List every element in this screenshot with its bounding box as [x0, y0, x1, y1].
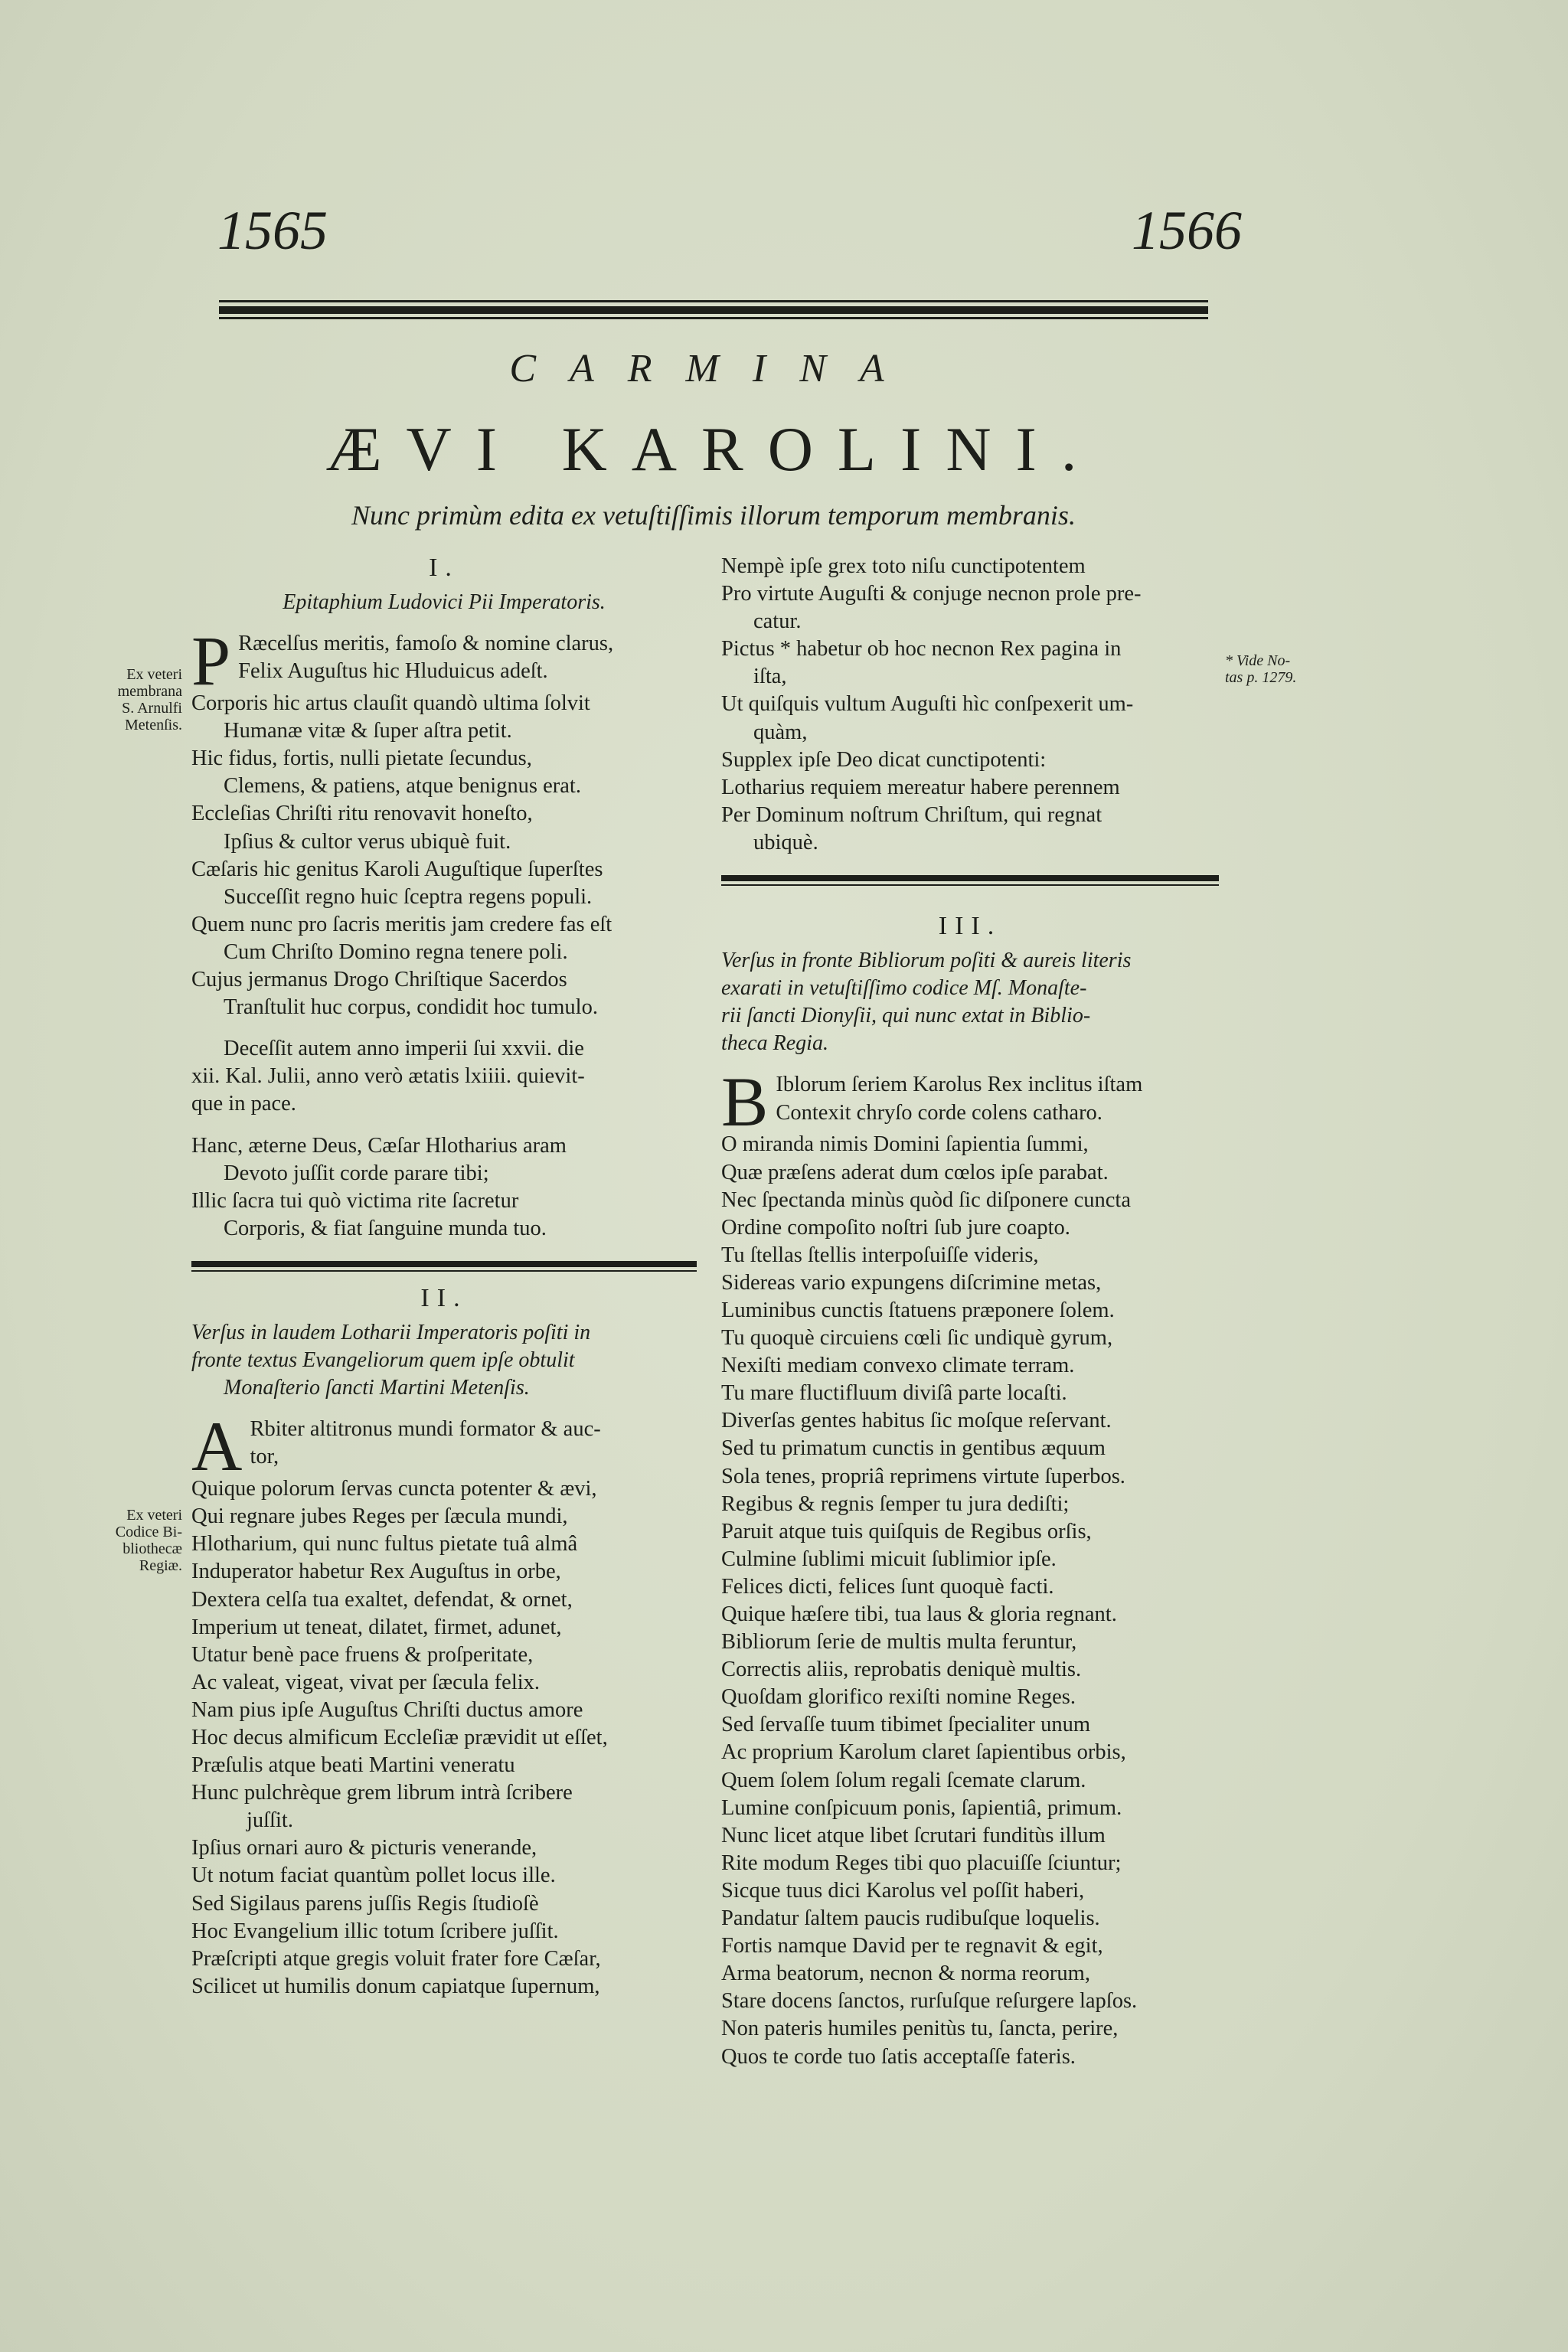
poem-line: Arma beatorum, necnon & norma reorum,: [721, 1962, 1090, 1986]
right-column: [721, 553, 1219, 2071]
header-rule-top: [219, 300, 1208, 302]
poem-line: Hanc, æterne Deus, Cæſar Hlotharius aram: [191, 1133, 567, 1158]
poem-line: Contexit chryſo corde colens catharo.: [776, 1100, 1102, 1125]
page-number-left: 1565: [217, 200, 328, 261]
poem-line: Non pateris humiles penitùs tu, ſancta, perire,: [721, 2017, 1119, 2041]
poem-line: Corporis hic artus clauſit quandò ultima ſolvit: [191, 691, 590, 716]
margin-note-line: membrana: [117, 683, 182, 700]
poem-line: Iblorum ſeriem Karolus Rex inclitus iſtam: [776, 1073, 1143, 1097]
heading-line: Monaſterio ſancti Martini Metenſis.: [224, 1376, 530, 1400]
poem-line: Quique polorum ſervas cuncta potenter & ævi,: [191, 1477, 597, 1501]
poem-line: Ipſius ornari auro & picturis venerande,: [191, 1836, 537, 1860]
margin-note-line: * Vide No-: [1225, 652, 1291, 669]
poem-line: Lotharius requiem mereatur habere perennem: [721, 775, 1120, 799]
poem-line: tor,: [250, 1445, 279, 1469]
poem-line: Sidereas vario expungens diſcrimine metas,: [721, 1270, 1102, 1295]
poem-line: Hlotharium, qui nunc fultus pietate tuâ almâ: [191, 1532, 578, 1557]
drop-cap-p: P: [191, 622, 231, 701]
poem-line: Rbiter altitronus mundi formator & auc-: [250, 1417, 601, 1442]
header-rule-bottom: [219, 317, 1208, 319]
poem-line: Scilicet ut humilis donum capiatque ſupernum,: [191, 1974, 600, 1998]
section-divider: [721, 875, 1219, 887]
margin-note-3: [1225, 652, 1332, 686]
poem-line: Induperator habetur Rex Auguſtus in orbe,: [191, 1560, 561, 1584]
poem-line: Humanæ vitæ & ſuper aſtra petit.: [224, 719, 512, 743]
poem-line: Tu ſtellas ſtellis interpoſuiſſe videris,: [721, 1243, 1039, 1267]
poem-line: Quique hæſere tibi, tua laus & gloria regnant.: [721, 1602, 1117, 1626]
poem-line: Stare docens ſanctos, rurſuſque reſurgere lapſos.: [721, 1989, 1138, 2014]
poem-line: Pandatur ſaltem paucis rudibuſque loquelis.: [721, 1906, 1100, 1931]
section-1-closing: [191, 1132, 697, 1243]
poem-line: Ipſius & cultor verus ubiquè fuit.: [224, 829, 511, 854]
poem-line: Cum Chriſto Domino regna tenere poli.: [224, 939, 568, 964]
poem-line: Quem ſolem ſolum regali ſcemate clarum.: [721, 1768, 1086, 1792]
poem-line: Nempè ipſe grex toto niſu cunctipotentem: [721, 554, 1086, 578]
poem-line: Hoc Evangelium illic totum ſcribere juſſit.: [191, 1919, 559, 1943]
margin-note-line: bliothecæ: [122, 1540, 182, 1557]
heading-line: Verſus in laudem Lotharii Imperatoris poſiti in: [191, 1320, 591, 1344]
poem-line: Illic ſacra tui quò victima rite ſacretur: [191, 1188, 519, 1213]
poem-line: Felix Auguſtus hic Hluduicus adeſt.: [238, 659, 548, 684]
poem-line: Tu quoquè circuiens cœli ſic undiquè gyrum,: [721, 1326, 1113, 1351]
poem-line: Qui regnare jubes Reges per ſæcula mundi,: [191, 1504, 568, 1529]
poem-line: Supplex ipſe Deo dicat cunctipotenti:: [721, 747, 1047, 772]
margin-note-line: Regiæ.: [139, 1557, 182, 1574]
poem-line: Præſulis atque beati Martini veneratu: [191, 1753, 515, 1778]
poem-line: Devoto juſſit corde parare tibi;: [224, 1161, 489, 1185]
poem-line: Quem nunc pro ſacris meritis jam credere fas eſt: [191, 912, 612, 936]
prose-line: que in pace.: [191, 1092, 296, 1116]
drop-cap-a: A: [191, 1407, 243, 1486]
section-3-number: III.: [938, 912, 1002, 941]
section-1-heading: Epitaphium Ludovici Pii Imperatoris.: [283, 590, 606, 614]
section-2-number: II.: [420, 1283, 468, 1312]
poem-line: O miranda nimis Domini ſapientia ſummi,: [721, 1132, 1089, 1157]
poem-line: Quos te corde tuo ſatis acceptaſſe fateris.: [721, 2044, 1076, 2069]
poem-line: Correctis aliis, reprobatis deniquè multis.: [721, 1658, 1082, 1682]
poem-line: Cujus jermanus Drogo Chriſtique Sacerdos: [191, 968, 567, 992]
poem-line: Sed ſervaſſe tuum tibimet ſpecialiter unum: [721, 1713, 1090, 1737]
margin-note-line: tas p. 1279.: [1225, 669, 1297, 686]
poem-line: Ordine compoſito noſtri ſub jure coapto.: [721, 1215, 1070, 1240]
drop-cap-b: B: [721, 1063, 769, 1142]
poem-line: catur.: [753, 609, 802, 634]
section-1-poem: [191, 622, 697, 1021]
section-1-prose: [191, 1035, 697, 1118]
poem-line: Sola tenes, propriâ reprimens virtute ſuperbos.: [721, 1464, 1125, 1488]
poem-line: Pro virtute Auguſti & conjuge necnon prole pre-: [721, 582, 1142, 606]
poem-line: Paruit atque tuis quiſquis de Regibus orſis,: [721, 1519, 1092, 1544]
margin-note-line: Codice Bi-: [115, 1524, 182, 1540]
section-1-number: I.: [429, 554, 459, 582]
poem-line: Imperium ut teneat, dilatet, firmet, adunet,: [191, 1615, 562, 1639]
subtitle: Nunc primùm edita ex vetuſtiſſimis illorum temporum membranis.: [351, 500, 1076, 531]
title-carmina: CARMINA: [509, 347, 918, 390]
section-3-heading: [721, 947, 1219, 1057]
poem-line: ubiquè.: [753, 830, 818, 854]
poem-line: Præſcripti atque gregis voluit frater fore Cæſar,: [191, 1946, 601, 1971]
poem-line: Quoſdam glorifico rexiſti nomine Reges.: [721, 1685, 1076, 1710]
poem-line: Felices dicti, felices ſunt quoquè facti.: [721, 1574, 1054, 1599]
section-2-heading: [191, 1319, 697, 1402]
margin-note-line: Metenſis.: [125, 717, 182, 733]
poem-line: juſſit.: [247, 1808, 293, 1833]
poem-line: Bibliorum ſerie de multis multa feruntur,: [721, 1630, 1077, 1655]
poem-line: Dextera celſa tua exaltet, defendat, & ornet,: [191, 1587, 573, 1612]
poem-line: Sed tu primatum cunctis in gentibus æquum: [721, 1436, 1106, 1461]
poem-line: Clemens, & patiens, atque benignus erat.: [224, 774, 581, 799]
section-3-poem: [721, 1063, 1219, 2070]
section-2-continuation: [721, 553, 1219, 857]
poem-line: Sed Sigilaus parens juſſis Regis ſtudioſè: [191, 1891, 539, 1916]
poem-line: Sicque tuus dici Karolus vel poſſit haberi,: [721, 1878, 1085, 1903]
poem-line: Utatur benè pace fruens & proſperitate,: [191, 1642, 534, 1667]
poem-line: Pictus * habetur ob hoc necnon Rex pagina in: [721, 637, 1122, 662]
prose-line: xii. Kal. Julii, anno verò ætatis lxiiii. quievit-: [191, 1064, 585, 1089]
poem-line: Nec ſpectanda minùs quòd ſic diſponere cuncta: [721, 1187, 1131, 1212]
poem-line: Eccleſias Chriſti ritu renovavit honeſto,: [191, 802, 533, 826]
left-column: [191, 547, 697, 2001]
poem-line: Tu mare fluctifluum diviſâ parte locaſti.: [721, 1381, 1067, 1406]
poem-line: Culmine ſublimi micuit ſublimior ipſe.: [721, 1547, 1057, 1571]
poem-line: Cæſaris hic genitus Karoli Auguſtique ſuperſtes: [191, 857, 603, 881]
header-rule-thick: [219, 306, 1208, 314]
page-number-right: 1566: [1132, 200, 1242, 261]
poem-line: Hic fidus, fortis, nulli pietate ſecundus,: [191, 746, 532, 771]
poem-line: Luminibus cunctis ſtatuens præponere ſolem.: [721, 1298, 1115, 1322]
heading-line: Verſus in fronte Bibliorum poſiti & aureis literis: [721, 949, 1132, 973]
poem-line: iſta,: [753, 665, 787, 689]
prose-line: Deceſſit autem anno imperii ſui xxvii. die: [224, 1037, 584, 1061]
heading-line: rii ſancti Dionyſii, qui nunc extat in Biblio-: [721, 1004, 1091, 1028]
poem-line: Ut quiſquis vultum Auguſti hìc conſpexerit um-: [721, 692, 1134, 717]
poem-line: Nam pius ipſe Auguſtus Chriſti ductus amore: [191, 1697, 583, 1722]
section-divider: [191, 1261, 697, 1273]
heading-line: fronte textus Evangeliorum quem ipſe obtulit: [191, 1348, 575, 1372]
poem-line: Per Dominum noſtrum Chriſtum, qui regnat: [721, 802, 1102, 827]
poem-line: Fortis namque David per te regnavit & egit,: [721, 1934, 1103, 1958]
poem-line: Nexiſti mediam convexo climate terram.: [721, 1354, 1075, 1378]
poem-line: Tranſtulit huc corpus, condidit hoc tumulo.: [224, 995, 598, 1020]
poem-line: Corporis, & fiat ſanguine munda tuo.: [224, 1216, 547, 1240]
margin-note-line: S. Arnulfi: [122, 700, 182, 717]
heading-line: theca Regia.: [721, 1031, 828, 1056]
poem-line: Hunc pulchrèque grem librum intrà ſcribere: [191, 1781, 573, 1805]
poem-line: Hoc decus almificum Eccleſiæ prævidit ut eſſet,: [191, 1726, 608, 1749]
poem-line: Ac proprium Karolum claret ſapientibus orbis,: [721, 1740, 1126, 1765]
poem-line: quàm,: [753, 720, 808, 744]
poem-line: Rite modum Reges tibi quo placuiſſe ſciuntur;: [721, 1851, 1122, 1875]
poem-line: Succeſſit regno huic ſceptra regens populi.: [224, 884, 593, 909]
poem-line: Ac valeat, vigeat, vivat per ſæcula felix.: [191, 1670, 541, 1694]
heading-line: exarati in vetuſtiſſimo codice Mſ. Monaſte-: [721, 976, 1087, 1001]
poem-line: Nunc licet atque libet ſcrutari funditùs illum: [721, 1823, 1106, 1847]
poem-line: Diverſas gentes habitus ſic moſque reſervant.: [721, 1409, 1112, 1433]
poem-line: Quæ præſens aderat dum cœlos ipſe parabat.: [721, 1160, 1109, 1184]
margin-note-line: Ex veteri: [126, 1507, 182, 1524]
title-aevi-karolini: ÆVI KAROLINI.: [325, 414, 1102, 484]
margin-note-line: Ex veteri: [126, 666, 182, 683]
section-2-poem: [191, 1407, 697, 2001]
margin-note-2: [86, 1507, 182, 1574]
poem-line: Ræcelſus meritis, famoſo & nomine clarus,: [238, 632, 614, 656]
poem-line: Regibus & regnis ſemper tu jura dediſti;: [721, 1491, 1070, 1516]
margin-note-1: [92, 666, 182, 733]
poem-line: Ut notum faciat quantùm pollet locus ille.: [191, 1864, 556, 1888]
poem-line: Lumine conſpicuum ponis, ſapientiâ, primum.: [721, 1795, 1122, 1820]
